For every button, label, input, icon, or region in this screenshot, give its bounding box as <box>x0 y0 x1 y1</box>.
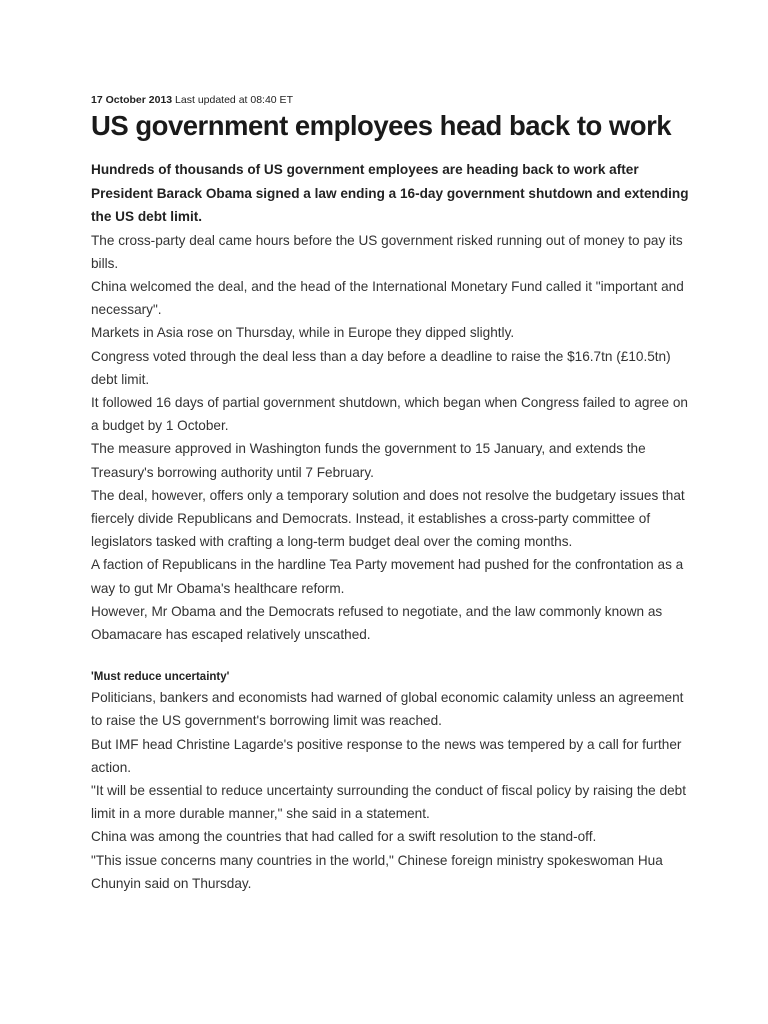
body-paragraph: But IMF head Christine Lagarde's positive response to the news was tempered by a call for further action. <box>91 736 682 775</box>
publish-date: 17 October 2013 <box>91 94 173 106</box>
section-subheading: 'Must reduce uncertainty' <box>91 671 230 684</box>
dateline <box>91 92 691 108</box>
body-paragraph: Markets in Asia rose on Thursday, while in Europe they dipped slightly. <box>91 325 515 341</box>
body-paragraph: The deal, however, offers only a temporary solution and does not resolve the budgetary issues that fiercely divide Republicans and Democrats. Instead, it establishes a cross-party committee of legislators tasked with crafting a long-term budget deal over the coming months. <box>91 487 685 550</box>
body-paragraph: However, Mr Obama and the Democrats refused to negotiate, and the law commonly known as Obamacare has escaped relatively unscathed. <box>91 603 663 642</box>
body-paragraph: "It will be essential to reduce uncertainty surrounding the conduct of fiscal policy by raising the debt limit in a more durable manner," she said in a statement. <box>91 782 686 822</box>
body-paragraph: It followed 16 days of partial government shutdown, which began when Congress failed to agree on a budget by 1 October. <box>91 394 688 434</box>
headline: US government employees head back to work <box>91 110 672 141</box>
article <box>91 92 691 895</box>
body-paragraph: The measure approved in Washington funds the government to 15 January, and extends the Treasury's borrowing authority until 7 February. <box>91 441 646 480</box>
body-paragraph: A faction of Republicans in the hardline Tea Party movement had pushed for the confrontation as a way to gut Mr Obama's healthcare reform. <box>91 557 684 596</box>
body-paragraph: China welcomed the deal, and the head of the International Monetary Fund called it "important and necessary". <box>91 278 684 318</box>
body-paragraph: Politicians, bankers and economists had warned of global economic calamity unless an agreement to raise the US government's borrowing limit was reached. <box>91 690 684 729</box>
last-updated: Last updated at 08:40 ET <box>172 94 293 106</box>
body-paragraph: "This issue concerns many countries in the world," Chinese foreign ministry spokeswoman Hua Chunyin said on Thursday. <box>91 852 663 891</box>
body-paragraph: The cross-party deal came hours before the US government risked running out of money to pay its bills. <box>91 232 683 271</box>
body-paragraph: China was among the countries that had called for a swift resolution to the stand-off. <box>91 829 597 845</box>
lede-paragraph: Hundreds of thousands of US government employees are heading back to work after President Barack Obama signed a law ending a 16-day government shutdown and extending the US debt limit. <box>91 162 689 224</box>
body-paragraph: Congress voted through the deal less than a day before a deadline to raise the $16.7tn (£10.5tn) debt limit. <box>91 348 671 387</box>
